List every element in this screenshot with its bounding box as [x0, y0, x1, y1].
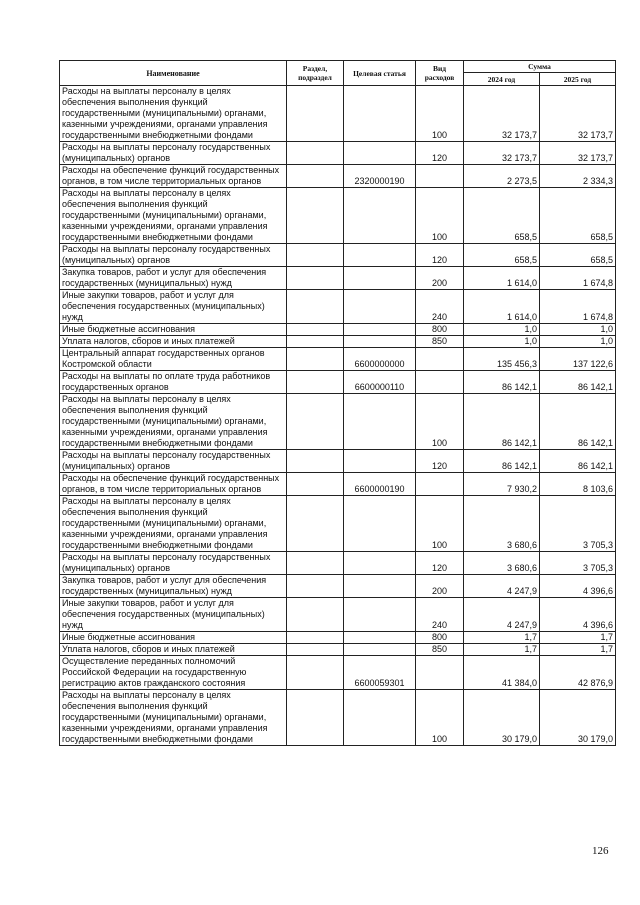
cell-type: 800 — [416, 324, 464, 336]
table-row — [60, 598, 616, 632]
header-year-2025: 2025 год — [540, 73, 616, 86]
cell-type: 800 — [416, 632, 464, 644]
cell-2024: 1,7 — [464, 644, 540, 656]
cell-name: Расходы на выплаты персоналу в целях обеспечения выполнения функций государственными (муниципальными) органами, казенными учреждениями, органами управления государственными внебюджетными фондами — [60, 690, 287, 746]
header-type: Вид расходов — [416, 61, 464, 86]
cell-section — [287, 598, 344, 632]
cell-name: Расходы на выплаты персоналу в целях обеспечения выполнения функций государственными (муниципальными) органами, казенными учреждениями, органами управления государственными внебюджетными фондами — [60, 86, 287, 142]
table-row — [60, 690, 616, 746]
cell-2024: 1 614,0 — [464, 267, 540, 290]
cell-name: Расходы на выплаты персоналу государственных (муниципальных) органов — [60, 244, 287, 267]
cell-type — [416, 656, 464, 690]
cell-2025: 86 142,1 — [540, 394, 616, 450]
cell-name: Уплата налогов, сборов и иных платежей — [60, 336, 287, 348]
cell-name: Иные бюджетные ассигнования — [60, 324, 287, 336]
table-header — [60, 61, 616, 86]
cell-section — [287, 575, 344, 598]
cell-section — [287, 552, 344, 575]
cell-article: 6600000000 — [344, 348, 416, 371]
cell-2024: 86 142,1 — [464, 371, 540, 394]
cell-article: 6600059301 — [344, 656, 416, 690]
cell-2024: 1,7 — [464, 632, 540, 644]
cell-article — [344, 450, 416, 473]
cell-type: 240 — [416, 598, 464, 632]
cell-2025: 1 674,8 — [540, 267, 616, 290]
page-number: 126 — [592, 845, 609, 857]
cell-name: Иные бюджетные ассигнования — [60, 632, 287, 644]
cell-type: 120 — [416, 142, 464, 165]
table-row — [60, 644, 616, 656]
cell-section — [287, 267, 344, 290]
cell-section — [287, 690, 344, 746]
cell-2024: 7 930,2 — [464, 473, 540, 496]
header-article: Целевая статья — [344, 61, 416, 86]
cell-2024: 41 384,0 — [464, 656, 540, 690]
cell-name: Расходы на выплаты персоналу в целях обеспечения выполнения функций государственными (муниципальными) органами, казенными учреждениями, органами управления государственными внебюджетными фондами — [60, 188, 287, 244]
cell-type — [416, 371, 464, 394]
table-row — [60, 473, 616, 496]
header-sum: Сумма — [464, 61, 616, 73]
cell-name: Закупка товаров, работ и услуг для обеспечения государственных (муниципальных) нужд — [60, 575, 287, 598]
cell-2024: 32 173,7 — [464, 142, 540, 165]
cell-name: Расходы на выплаты персоналу в целях обеспечения выполнения функций государственными (муниципальными) органами, казенными учреждениями, органами управления государственными внебюджетными фондами — [60, 394, 287, 450]
cell-article: 2320000190 — [344, 165, 416, 188]
cell-section — [287, 290, 344, 324]
cell-section — [287, 244, 344, 267]
cell-section — [287, 644, 344, 656]
cell-type: 120 — [416, 244, 464, 267]
table-row — [60, 86, 616, 142]
table-row — [60, 142, 616, 165]
cell-2024: 2 273,5 — [464, 165, 540, 188]
cell-name: Осуществление переданных полномочий Российской Федерации на государственную регистрацию актов гражданского состояния — [60, 656, 287, 690]
table-row — [60, 188, 616, 244]
table-row — [60, 165, 616, 188]
cell-article — [344, 575, 416, 598]
cell-2024: 658,5 — [464, 188, 540, 244]
cell-2024: 1,0 — [464, 324, 540, 336]
cell-2024: 86 142,1 — [464, 394, 540, 450]
cell-name: Уплата налогов, сборов и иных платежей — [60, 644, 287, 656]
cell-type: 100 — [416, 188, 464, 244]
cell-section — [287, 371, 344, 394]
cell-section — [287, 473, 344, 496]
table-row — [60, 632, 616, 644]
cell-name: Иные закупки товаров, работ и услуг для обеспечения государственных (муниципальных) нужд — [60, 290, 287, 324]
cell-2025: 30 179,0 — [540, 690, 616, 746]
cell-section — [287, 632, 344, 644]
cell-type — [416, 348, 464, 371]
cell-2024: 135 456,3 — [464, 348, 540, 371]
cell-2025: 4 396,6 — [540, 598, 616, 632]
cell-article — [344, 598, 416, 632]
cell-type — [416, 165, 464, 188]
cell-type: 850 — [416, 336, 464, 348]
table-row — [60, 656, 616, 690]
cell-2024: 4 247,9 — [464, 598, 540, 632]
cell-section — [287, 394, 344, 450]
table-row — [60, 371, 616, 394]
cell-name: Закупка товаров, работ и услуг для обеспечения государственных (муниципальных) нужд — [60, 267, 287, 290]
cell-article — [344, 86, 416, 142]
cell-section — [287, 188, 344, 244]
cell-section — [287, 656, 344, 690]
cell-article — [344, 690, 416, 746]
cell-2025: 3 705,3 — [540, 552, 616, 575]
cell-2024: 658,5 — [464, 244, 540, 267]
cell-name: Расходы на обеспечение функций государственных органов, в том числе территориальных органов — [60, 473, 287, 496]
cell-article: 6600000190 — [344, 473, 416, 496]
cell-type: 100 — [416, 394, 464, 450]
cell-2024: 30 179,0 — [464, 690, 540, 746]
cell-2025: 1 674,8 — [540, 290, 616, 324]
cell-article — [344, 496, 416, 552]
cell-2025: 3 705,3 — [540, 496, 616, 552]
cell-article — [344, 267, 416, 290]
cell-name: Расходы на выплаты персоналу государственных (муниципальных) органов — [60, 552, 287, 575]
cell-section — [287, 450, 344, 473]
table-row — [60, 575, 616, 598]
table-row — [60, 336, 616, 348]
cell-name: Расходы на выплаты по оплате труда работников государственных органов — [60, 371, 287, 394]
cell-section — [287, 336, 344, 348]
cell-2025: 2 334,3 — [540, 165, 616, 188]
table-row — [60, 290, 616, 324]
cell-2025: 1,0 — [540, 336, 616, 348]
cell-2025: 32 173,7 — [540, 142, 616, 165]
cell-type: 850 — [416, 644, 464, 656]
table-row — [60, 244, 616, 267]
cell-article — [344, 324, 416, 336]
cell-2025: 658,5 — [540, 188, 616, 244]
cell-article — [344, 142, 416, 165]
cell-article — [344, 336, 416, 348]
cell-2024: 4 247,9 — [464, 575, 540, 598]
cell-name: Центральный аппарат государственных органов Костромской области — [60, 348, 287, 371]
cell-2024: 32 173,7 — [464, 86, 540, 142]
table-row — [60, 552, 616, 575]
cell-2025: 32 173,7 — [540, 86, 616, 142]
cell-section — [287, 142, 344, 165]
cell-name: Расходы на обеспечение функций государственных органов, в том числе территориальных органов — [60, 165, 287, 188]
cell-type — [416, 473, 464, 496]
cell-type: 100 — [416, 86, 464, 142]
header-year-2024: 2024 год — [464, 73, 540, 86]
cell-2025: 42 876,9 — [540, 656, 616, 690]
table-row — [60, 324, 616, 336]
cell-type: 120 — [416, 450, 464, 473]
table-row — [60, 348, 616, 371]
cell-type: 120 — [416, 552, 464, 575]
cell-2025: 86 142,1 — [540, 450, 616, 473]
cell-2025: 4 396,6 — [540, 575, 616, 598]
cell-2025: 1,7 — [540, 632, 616, 644]
cell-section — [287, 496, 344, 552]
cell-article — [344, 244, 416, 267]
cell-2024: 1,0 — [464, 336, 540, 348]
cell-section — [287, 324, 344, 336]
cell-2024: 1 614,0 — [464, 290, 540, 324]
cell-2024: 86 142,1 — [464, 450, 540, 473]
cell-article: 6600000110 — [344, 371, 416, 394]
cell-article — [344, 290, 416, 324]
budget-table — [59, 60, 616, 746]
cell-section — [287, 348, 344, 371]
table-row — [60, 450, 616, 473]
header-name: Наименование — [60, 61, 287, 86]
cell-name: Расходы на выплаты персоналу государственных (муниципальных) органов — [60, 142, 287, 165]
cell-type: 100 — [416, 690, 464, 746]
cell-type: 240 — [416, 290, 464, 324]
cell-article — [344, 644, 416, 656]
cell-article — [344, 188, 416, 244]
cell-2024: 3 680,6 — [464, 552, 540, 575]
table-row — [60, 496, 616, 552]
cell-section — [287, 165, 344, 188]
cell-article — [344, 552, 416, 575]
cell-2025: 658,5 — [540, 244, 616, 267]
cell-type: 200 — [416, 575, 464, 598]
cell-article — [344, 394, 416, 450]
cell-2025: 137 122,6 — [540, 348, 616, 371]
cell-article — [344, 632, 416, 644]
cell-2025: 8 103,6 — [540, 473, 616, 496]
header-section: Раздел, подраздел — [287, 61, 344, 86]
cell-name: Расходы на выплаты персоналу в целях обеспечения выполнения функций государственными (муниципальными) органами, казенными учреждениями, органами управления государственными внебюджетными фондами — [60, 496, 287, 552]
cell-2024: 3 680,6 — [464, 496, 540, 552]
cell-type: 100 — [416, 496, 464, 552]
cell-section — [287, 86, 344, 142]
cell-2025: 86 142,1 — [540, 371, 616, 394]
table-row — [60, 267, 616, 290]
cell-2025: 1,0 — [540, 324, 616, 336]
cell-type: 200 — [416, 267, 464, 290]
cell-name: Расходы на выплаты персоналу государственных (муниципальных) органов — [60, 450, 287, 473]
cell-2025: 1,7 — [540, 644, 616, 656]
table-row — [60, 394, 616, 450]
table-body — [60, 86, 616, 746]
cell-name: Иные закупки товаров, работ и услуг для обеспечения государственных (муниципальных) нужд — [60, 598, 287, 632]
